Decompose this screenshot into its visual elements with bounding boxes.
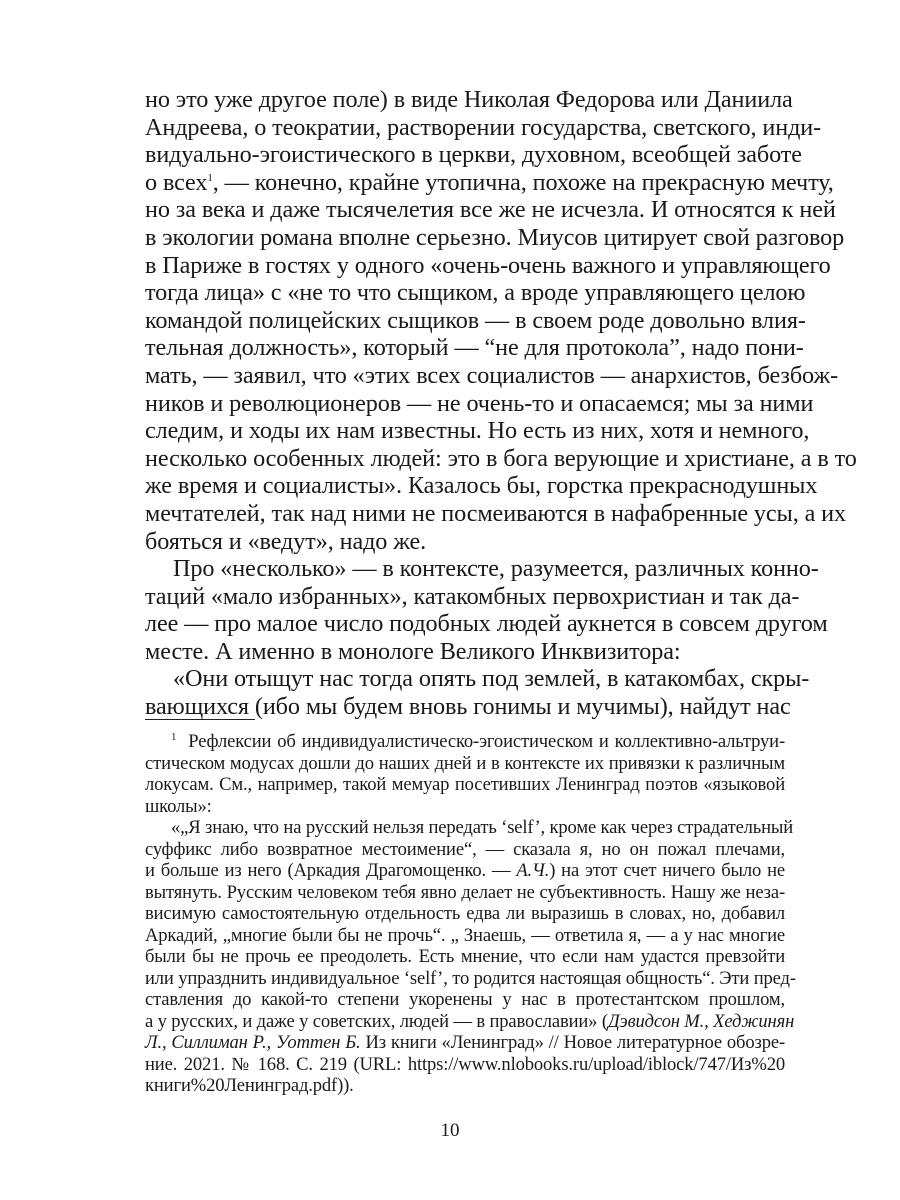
text-line: бояться и «ведут», надо же. <box>145 527 427 555</box>
text-segment: ) на этот счет ничего было не <box>549 860 785 881</box>
text-line: следим, и ходы их нам известны. Но есть из них, хотя и немного, <box>145 417 810 445</box>
footnote-line: Аркадий, „многие были бы не прочь“. „ Знаешь, — ответила я, — а у нас многие <box>145 924 785 946</box>
text-line: в Париже в гостях у одного «очень-очень важного и управляющего <box>145 251 831 279</box>
footnote-reference[interactable]: 1 <box>207 171 213 184</box>
text-line: ников и революционеров — не очень-то и опасаемся; мы за ними <box>145 389 814 417</box>
footnote-line: стическом модусах дошли до наших дней и в контексте их привязки к различным <box>145 752 785 774</box>
text-line: «Они отыщут нас тогда опять под землей, в катакомбах, скры- <box>173 665 810 693</box>
footnote-line: вытянуть. Русским человеком тебя явно делает не субъективность. Нашу же неза- <box>145 881 785 903</box>
text-line: Андреева, о теократии, растворении государства, светского, инди- <box>145 113 822 141</box>
text-line: мать, — заявил, что «этих всех социалистов — анархистов, безбож- <box>145 361 839 389</box>
main-text <box>145 86 857 721</box>
text-line: но это уже другое поле) в виде Николая Федорова или Даниила <box>145 86 793 113</box>
text-line: в экологии романа вполне серьезно. Миусов цитирует свой разговор <box>145 223 845 251</box>
text-segment: Из книги «Ленинград» // Новое литературное обозре- <box>360 1032 785 1053</box>
footnote-line: школы»: <box>145 795 212 817</box>
text-segment: , — конечно, крайне утопична, похоже на прекрасную мечту, <box>212 168 834 196</box>
footnote-line <box>145 860 785 882</box>
text-line: же время и социалисты». Казалось бы, горстка прекраснодушных <box>145 472 818 500</box>
footnote-line: «„Я знаю, что на русский нельзя передать ‘self’, кроме как через страдательный <box>171 817 794 838</box>
text-line: вающихся (ибо мы будем вновь гонимы и мучимы), найдут нас <box>145 693 791 721</box>
footnote-line <box>145 1010 795 1033</box>
footnote-line: были бы не прочь ее преодолеть. Есть мнение, что если нам удастся превзойти <box>145 946 785 967</box>
footnote-line <box>145 731 785 753</box>
footnote-line: висимую самостоятельную отдельность едва ли выразишь в словах, но, добавил <box>145 903 785 924</box>
footnote-line: суффикс либо возвратное местоимение“, — сказала я, но он пожал плечами, <box>145 838 785 860</box>
text-segment: а у русских, и даже у советских, людей — в православии» ( <box>145 1010 608 1032</box>
text-line: но за века и даже тысячелетия все же не исчезла. И относятся к ней <box>145 196 836 224</box>
footnote-line: ставления до какой-то степени укоренены у нас в протестантском прошлом, <box>145 989 785 1010</box>
text-line: тельная должность», который — “не для протокола”, надо пони- <box>145 334 804 362</box>
footnote-1 <box>145 730 796 1097</box>
author-initials: А.Ч. <box>516 860 550 881</box>
footnote-line: ние. 2021. № 168. С. 219 (URL: https://www.nlobooks.ru/upload/iblock/747/Из%20 <box>145 1053 785 1075</box>
text-line: тогда лица» с «не то что сыщиком, а вроде управляющего целою <box>145 279 806 307</box>
text-line: командой полицейских сыщиков — в своем роде довольно влия- <box>145 306 806 334</box>
citation-authors: Дэвидсон М., Хеджинян <box>607 1010 795 1032</box>
footnote-line: книги%20Ленинград.pdf)). <box>145 1075 354 1096</box>
footnote-line: локусам. См., например, такой мемуар посетивших Ленинград поэтов «языковой <box>145 774 785 795</box>
text-segment: и больше из него (Аркадия Драгомощенко. — <box>145 860 517 881</box>
text-line: видуально-эгоистического в церкви, духовном, всеобщей заботе <box>145 141 802 169</box>
citation-authors: Л., Силлиман Р., Уоттен Б. <box>145 1032 361 1053</box>
text-line: лее — про малое число подобных людей аукнется в совсем другом <box>145 610 828 638</box>
text-line <box>145 168 834 197</box>
text-segment: о всех <box>145 168 208 196</box>
footnote-divider <box>145 719 255 720</box>
footnote-line <box>145 1032 785 1054</box>
text-segment: Рефлексии об индивидуалистическо-эгоистическом и коллективно-альтруи- <box>188 731 785 752</box>
footnote-line: или упразднить индивидуальное ‘self’, то родится настоящая общность“. Эти пред- <box>145 967 796 989</box>
text-line: таций «мало избранных», катакомбных первохристиан и так да- <box>145 582 800 610</box>
text-line: несколько особенных людей: это в бога верующие и христиане, а в то <box>145 444 857 472</box>
text-line: месте. А именно в монологе Великого Инквизитора: <box>145 637 681 665</box>
text-line: Про «несколько» — в контексте, разумеется, различных конно- <box>173 555 819 583</box>
footnote-number: 1 <box>171 730 177 743</box>
text-line: мечтателей, так над ними не посмеиваются в нафабренные усы, а их <box>145 499 847 527</box>
page-number: 10 <box>440 1120 460 1141</box>
